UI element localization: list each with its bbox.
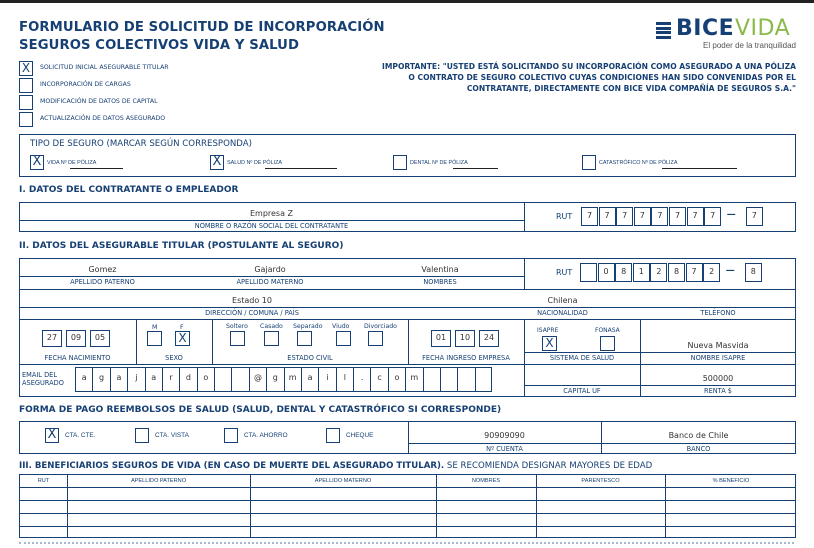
payment-option-label: CTA. VISTA (155, 432, 189, 439)
sexo-option-label: M (152, 323, 158, 331)
nacionalidad-value[interactable]: Chilena (547, 296, 578, 305)
payment-option-label: CTA. AHORRO (244, 432, 288, 439)
email-char-cell[interactable]: . (353, 368, 370, 391)
date-part-cell[interactable]: 01 (431, 330, 451, 347)
divider (19, 220, 524, 221)
email-field[interactable] (75, 367, 492, 392)
payment-option-label: CHEQUE (346, 432, 374, 439)
request-type-label: MODIFICACIÓN DE DATOS DE CAPITAL (40, 98, 158, 105)
capital-uf-label: CAPITAL UF (563, 387, 601, 395)
rut-digit-cell[interactable]: 0 (598, 263, 615, 282)
estado-civil-option-label: Casado (260, 323, 283, 330)
email-char-cell[interactable]: j (127, 368, 144, 391)
rut-digit-cell[interactable]: 7 (599, 207, 616, 226)
fecha-ingreso-label: FECHA INGRESO EMPRESA (422, 354, 510, 362)
email-char-cell[interactable]: m (284, 368, 301, 391)
important-line: IMPORTANTE: "USTED ESTÁ SOLICITANDO SU INCORPORACIÓN COMO ASEGURADO A UNA PÓLIZA (382, 62, 796, 71)
apellido-materno-label: APELLIDO MATERNO (236, 278, 304, 286)
rut-digit-cell[interactable]: 7 (669, 207, 686, 226)
insurance-type-checkbox[interactable]: X (30, 155, 44, 170)
sistema-salud-checkbox[interactable] (600, 336, 615, 351)
policy-number-input[interactable] (265, 168, 337, 169)
apellido-paterno-value[interactable]: Gomez (88, 265, 117, 274)
important-line: O CONTRATO DE SEGURO COLECTIVO CUYAS CONDICIONES HAN SIDO CONVENIDAS POR EL (408, 73, 796, 82)
telefono-label: TELÉFONO (700, 309, 736, 317)
rut-digit-cell[interactable]: 2 (650, 263, 667, 282)
sistema-salud-label: SISTEMA DE SALUD (549, 354, 615, 362)
rut-digit-cell[interactable]: 1 (633, 263, 650, 282)
nacionalidad-label: NACIONALIDAD (537, 309, 588, 317)
email-char-cell[interactable] (457, 368, 474, 391)
rut-digit-cell[interactable]: 7 (634, 207, 651, 226)
table-row (20, 513, 795, 526)
divider (524, 202, 525, 232)
request-type-checkbox[interactable]: X (19, 61, 33, 76)
renta-value[interactable]: 500000 (702, 374, 734, 383)
payment-heading: FORMA DE PAGO REEMBOLSOS DE SALUD (SALUD, DENTAL Y CATASTRÓFICO SI CORRESPONDE) (19, 405, 502, 415)
renta-label: RENTA $ (704, 387, 732, 395)
table-row (20, 500, 795, 513)
divider (408, 443, 796, 444)
sexo-checkbox[interactable]: X (175, 331, 190, 346)
direccion-value[interactable]: Estado 10 (232, 296, 272, 305)
email-char-cell[interactable]: r (162, 368, 179, 391)
estado-civil-checkbox[interactable] (230, 331, 245, 346)
logo-bars-icon (656, 22, 671, 38)
date-part-cell[interactable]: 09 (66, 330, 86, 347)
rut-digit-cell[interactable]: 7 (686, 263, 703, 282)
logo-brand-bice: BICE (676, 16, 735, 41)
email-char-cell[interactable]: a (75, 368, 92, 391)
sistema-salud-option-label: ISAPRE (537, 327, 559, 334)
rut-dash: — (725, 266, 735, 276)
date-part-cell[interactable]: 27 (42, 330, 62, 347)
date-part-cell[interactable]: 05 (90, 330, 110, 347)
payment-option-checkbox[interactable]: X (45, 428, 59, 443)
request-type-checkbox[interactable] (19, 95, 33, 110)
email-char-cell[interactable] (423, 368, 440, 391)
beneficiaries-table (19, 474, 796, 538)
rut-digit-cell[interactable]: 8 (615, 263, 632, 282)
table-row (20, 526, 795, 539)
rut-check-digit[interactable]: 8 (745, 263, 762, 282)
email-char-cell[interactable]: d (179, 368, 196, 391)
table-column-header: RUT (37, 478, 50, 484)
form-title-line2: SEGUROS COLECTIVOS VIDA Y SALUD (19, 38, 300, 53)
email-char-cell[interactable] (214, 368, 231, 391)
section1-heading: I. DATOS DEL CONTRATANTE O EMPLEADOR (19, 185, 239, 195)
rut-digit-cell[interactable] (580, 263, 597, 282)
divider (19, 276, 524, 277)
email-char-cell[interactable] (231, 368, 248, 391)
sistema-salud-checkbox[interactable]: X (542, 336, 557, 351)
email-char-cell[interactable]: a (110, 368, 127, 391)
email-char-cell[interactable]: g (266, 368, 283, 391)
rut-dash: — (726, 210, 736, 220)
contractor-rut-label: RUT (556, 212, 573, 221)
email-char-cell[interactable]: l (336, 368, 353, 391)
logo-brand-vida: VIDA (735, 16, 791, 41)
divider (524, 385, 796, 386)
email-char-cell[interactable]: @ (249, 368, 266, 391)
insurance-type-label: VIDA Nº DE PÓLIZA (47, 160, 97, 166)
divider (19, 364, 796, 365)
insurance-type-label: DENTAL Nº DE PÓLIZA (410, 160, 468, 166)
divider (524, 258, 525, 289)
top-bar (0, 0, 814, 3)
apellido-paterno-label: APELLIDO PATERNO (70, 278, 135, 286)
estado-civil-option-label: Separado (293, 323, 323, 330)
section3-heading-bold: III. BENEFICIARIOS SEGUROS DE VIDA (EN CASO DE MUERTE DEL ASEGURADO TITULAR). (19, 461, 445, 471)
form-title (19, 19, 385, 55)
section3-heading-note: SE RECOMIENDA DESIGNAR MAYORES DE EDAD (444, 461, 653, 471)
form-title-line1: FORMULARIO DE SOLICITUD DE INCORPORACIÓN (19, 20, 385, 35)
request-type-label: SOLICITUD INICIAL ASEGURABLE TITULAR (40, 64, 169, 71)
email-char-cell[interactable]: o (388, 368, 405, 391)
table-column-header: % BENEFICIO (712, 478, 750, 484)
important-line: CONTRATANTE, DIRECTAMENTE CON BICE VIDA COMPAÑÍA DE SEGUROS S.A." (466, 84, 796, 93)
email-char-cell[interactable] (475, 368, 492, 391)
request-type-checkbox[interactable] (19, 78, 33, 93)
rut-digit-cell[interactable]: 7 (581, 207, 598, 226)
email-char-cell[interactable]: o (197, 368, 214, 391)
rut-digit-cell[interactable]: 7 (616, 207, 633, 226)
table-column-header: APELLIDO PATERNO (130, 478, 187, 484)
table-column-header: NOMBRES (471, 478, 501, 484)
estado-civil-checkbox[interactable] (297, 331, 312, 346)
rut-digit-cell[interactable]: 2 (703, 263, 720, 282)
sexo-option-label: F (180, 323, 184, 331)
rut-digit-cell[interactable]: 8 (668, 263, 685, 282)
apellido-materno-value[interactable]: Gajardo (254, 265, 286, 274)
email-char-cell[interactable]: i (318, 368, 335, 391)
titular-rut-label: RUT (556, 268, 573, 277)
estado-civil-checkbox[interactable] (336, 331, 351, 346)
nombre-isapre-value[interactable]: Nueva Masvida (687, 341, 749, 350)
company-name-label: NOMBRE O RAZÓN SOCIAL DEL CONTRATANTE (194, 222, 349, 230)
sistema-salud-option-label: FONASA (595, 327, 620, 334)
sexo-checkbox[interactable] (147, 331, 162, 346)
email-label (22, 372, 64, 387)
fecha-nacimiento-label: FECHA NACIMIENTO (44, 354, 111, 362)
table-row (20, 487, 795, 500)
request-type-label: INCORPORACIÓN DE CARGAS (40, 81, 131, 88)
request-type-checkbox[interactable] (19, 112, 33, 127)
rut-check-digit[interactable]: 7 (746, 207, 763, 226)
rut-digit-cell[interactable]: 7 (704, 207, 721, 226)
rut-digit-cell[interactable]: 7 (651, 207, 668, 226)
email-label-line: ASEGURADO (22, 378, 64, 387)
rut-digit-cell[interactable]: 7 (687, 207, 704, 226)
date-part-cell[interactable]: 24 (479, 330, 499, 347)
estado-civil-option-label: Divorciado (364, 323, 397, 330)
section2-heading: II. DATOS DEL ASEGURABLE TITULAR (POSTULANTE AL SEGURO) (19, 241, 344, 251)
divider (19, 307, 796, 308)
bank-label: BANCO (686, 445, 711, 453)
policy-number-input[interactable] (70, 168, 123, 169)
bice-vida-logo (636, 18, 796, 54)
insurance-type-checkbox[interactable] (393, 155, 407, 170)
important-notice (326, 61, 796, 94)
insurance-type-label: SALUD Nº DE PÓLIZA (227, 160, 282, 166)
table-column-header: PARENTESCO (581, 478, 620, 484)
section3-heading (19, 461, 652, 471)
payment-option-checkbox[interactable] (135, 428, 149, 443)
estado-civil-checkbox[interactable] (368, 331, 383, 346)
payment-option-checkbox[interactable] (326, 428, 340, 443)
insurance-type-label: CATASTRÓFICO Nº DE PÓLIZA (599, 160, 678, 166)
sexo-label: SEXO (165, 354, 183, 362)
table-column-header: APELLIDO MATERNO (314, 478, 372, 484)
payment-option-checkbox[interactable] (224, 428, 238, 443)
email-label-line: EMAIL DEL (22, 371, 57, 379)
direccion-label: DIRECCIÓN / COMUNA / PAÍS (205, 309, 299, 317)
email-char-cell[interactable]: a (301, 368, 318, 391)
account-number-label: Nº CUENTA (486, 445, 523, 453)
divider (524, 352, 796, 353)
payment-option-label: CTA. CTE. (65, 432, 96, 439)
insurance-type-heading: TIPO DE SEGURO (MARCAR SEGÚN CORRESPONDA) (30, 139, 252, 149)
estado-civil-option-label: Soltero (226, 323, 248, 330)
nombres-value[interactable]: Valentina (421, 265, 459, 274)
policy-number-input[interactable] (453, 168, 498, 169)
footnote-text (19, 542, 794, 546)
estado-civil-label: ESTADO CIVIL (287, 354, 333, 362)
date-part-cell[interactable]: 10 (455, 330, 475, 347)
email-char-cell[interactable]: c (370, 368, 387, 391)
estado-civil-checkbox[interactable] (264, 331, 279, 346)
nombres-label: NOMBRES (423, 278, 457, 286)
estado-civil-option-label: Viudo (332, 323, 350, 330)
divider (19, 289, 796, 290)
company-name-value[interactable]: Empresa Z (249, 209, 294, 218)
insurance-type-checkbox[interactable]: X (210, 155, 224, 170)
request-type-label: ACTUALIZACIÓN DE DATOS ASEGURADO (40, 115, 166, 122)
bank-value[interactable]: Banco de Chile (668, 431, 729, 440)
logo-tagline: El poder de la tranquilidad (703, 41, 796, 50)
email-char-cell[interactable]: g (92, 368, 109, 391)
policy-number-input[interactable] (662, 168, 737, 169)
email-char-cell[interactable]: m (405, 368, 422, 391)
email-char-cell[interactable] (440, 368, 457, 391)
account-number-value[interactable]: 90909090 (484, 431, 525, 440)
nombre-isapre-label: NOMBRE ISAPRE (690, 354, 746, 362)
insurance-type-checkbox[interactable] (582, 155, 596, 170)
email-char-cell[interactable]: a (145, 368, 162, 391)
